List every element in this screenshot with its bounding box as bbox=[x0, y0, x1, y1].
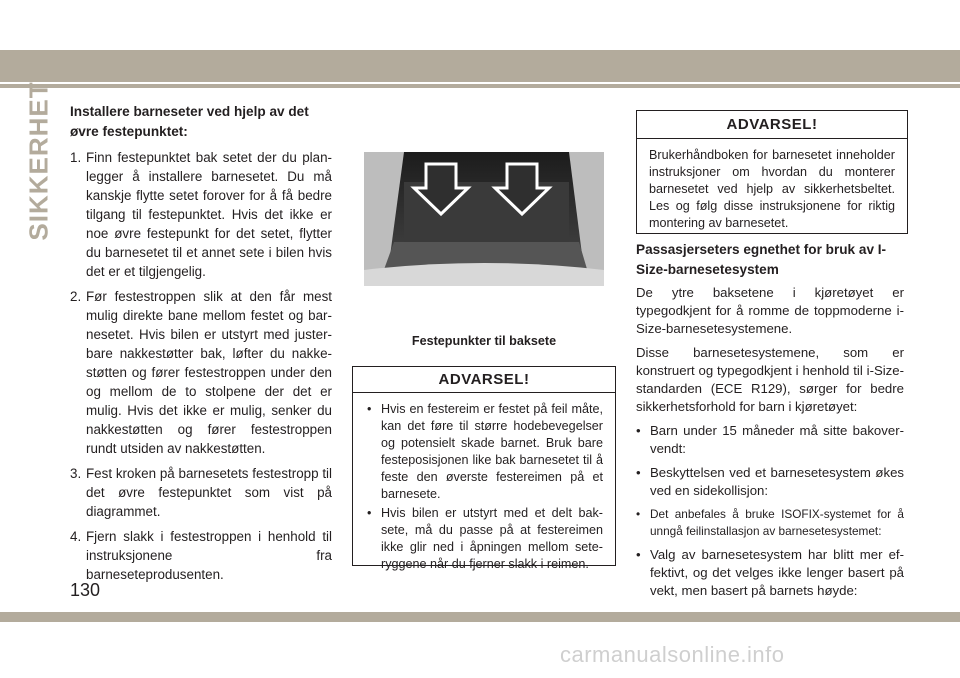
header-bar bbox=[0, 50, 960, 82]
warning-item bbox=[365, 401, 603, 503]
left-heading: Installere barneseter ved hjelp av det øvre festepunktet: bbox=[70, 104, 309, 139]
warning-title: ADVARSEL! bbox=[637, 111, 907, 139]
paragraph: De ytre baksetene i kjøretøyet er typegodkjent for å romme de toppmoderne i-Size-barnesetesystemene. bbox=[636, 285, 904, 336]
step-text: Finn festepunktet bak setet der du planlegger å installere barnesetet. Du må kanskje flytte setet forover for å få bedre tilgang til festepunktet. Hvis det ikke er noe øvre festepunkt for det setet, flytter du barnesetet til et annet sete i bilen hvis det er et tilgjengelig. bbox=[86, 150, 332, 279]
step-text: Før festestroppen slik at den får mest mulig direkte bane mellom festet og barnesetet. Hvis bilen er utstyrt med justerbare nakkestøtter bak, løfter du nakkestøtten og fører festestroppen under den og mellom de to stolpene der det er mulig. Hvis det ikke er mulig, senker du nakkestøtten og fører festestroppen rundt utsiden av nakkestøtten. bbox=[86, 289, 332, 456]
warning-list bbox=[365, 401, 603, 573]
bullet-icon: • bbox=[367, 506, 372, 520]
step-number: 2. bbox=[70, 289, 82, 304]
list-item-text: Valg av barnesetesystem har blitt mer effektivt, og det velges ikke lenger basert på vekt, men basert på barnets høyde: bbox=[650, 547, 904, 598]
page-number: 130 bbox=[70, 580, 101, 600]
warning-title: ADVARSEL! bbox=[353, 367, 615, 393]
list-item bbox=[636, 422, 904, 458]
list-item-text: Barn under 15 måneder må sitte bakovervendt: bbox=[650, 423, 904, 456]
warning-text: Hvis bilen er utstyrt med et delt baksete, må du passe på at festereimen ikke glir ned i åpningen mellom seteryggene når du fjerner slakk i reimen. bbox=[381, 506, 603, 571]
section-tab bbox=[23, 81, 54, 241]
list-item-text: Det anbefales å bruke ISOFIX-systemet for å unngå feilinstallasjon av barnesetesystemet: bbox=[650, 507, 904, 538]
footer-bar bbox=[0, 612, 960, 622]
list-item bbox=[636, 546, 904, 600]
section-tab-label: SIKKERHET bbox=[23, 81, 54, 241]
step-number: 4. bbox=[70, 529, 82, 544]
step-number: 1. bbox=[70, 150, 82, 165]
step-text: Fest kroken på barnesetets festestropp til det øvre festepunktet som vist på diagrammet. bbox=[86, 466, 332, 519]
list-item-text: Beskyttelsen ved et barnesetesystem økes ved en sidekollisjon: bbox=[650, 465, 904, 498]
left-column bbox=[70, 102, 332, 590]
top-band bbox=[0, 0, 960, 48]
list-item bbox=[636, 464, 904, 500]
step-item bbox=[70, 464, 332, 521]
watermark: carmanualsonline.info bbox=[560, 642, 785, 667]
bullet-list bbox=[636, 422, 904, 600]
rear-seat-photo bbox=[364, 152, 604, 286]
step-text: Fjern slakk i festestroppen i henhold til instruksjonene fra barneseteprodusenten. bbox=[86, 529, 332, 582]
warning-body bbox=[353, 393, 615, 573]
warning-body: Brukerhåndboken for barnesetet inneholder instruksjoner om hvordan du monterer barnesetet ved hjelp av sikkerhetsbeltet. Les og følg disse instruksjonene for riktig montering av barnesetet. bbox=[649, 148, 895, 230]
isize-section bbox=[636, 240, 904, 606]
warning-box bbox=[636, 110, 908, 234]
bullet-icon: • bbox=[367, 402, 372, 416]
header-rule bbox=[0, 84, 960, 88]
paragraph: Disse barnesetesystemene, som er konstruert og typegodkjent i henhold til i-Size-standarden (ECE R129), sørger for bedre sikkerhetsforhold for barn i kjøretøyet: bbox=[636, 345, 904, 414]
warning-box bbox=[352, 366, 616, 571]
warning-text: Hvis en festereim er festet på feil måte, kan det føre til større hodebevegelser og potensielt skade barnet. Bruk bare festeposisjonen like bak barnesetet til å feste den øverste festereimen på et barnesete. bbox=[381, 402, 603, 501]
warning-item bbox=[365, 505, 603, 573]
bullet-icon: • bbox=[636, 465, 641, 480]
steps-list bbox=[70, 148, 332, 584]
step-item bbox=[70, 527, 332, 584]
step-number: 3. bbox=[70, 466, 82, 481]
bullet-icon: • bbox=[636, 547, 641, 562]
bumper bbox=[364, 263, 604, 286]
step-item bbox=[70, 287, 332, 458]
cargo-area-illustration bbox=[364, 152, 604, 286]
step-item bbox=[70, 148, 332, 281]
bullet-icon: • bbox=[636, 423, 641, 438]
bullet-icon: • bbox=[636, 507, 641, 521]
list-item bbox=[636, 506, 904, 540]
figure-caption: Festepunkter til baksete bbox=[411, 334, 557, 348]
right-heading: Passasjerseters egnethet for bruk av I-Size-barnesetesystem bbox=[636, 242, 887, 277]
